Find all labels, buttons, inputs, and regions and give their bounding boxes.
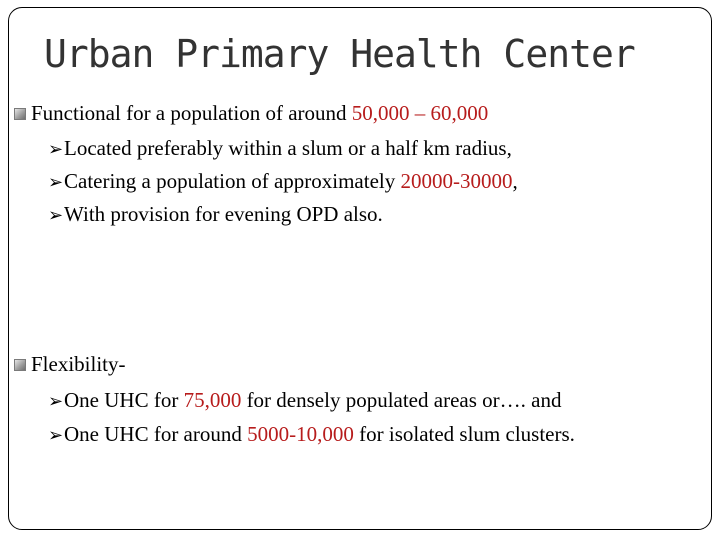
sub-bullet-highlight: 5000-10,000	[247, 422, 354, 446]
sub-bullet-isolated	[48, 422, 575, 447]
sub-bullet-after: ,	[512, 169, 518, 193]
arrow-bullet-icon: ➢	[48, 139, 64, 159]
sub-bullet-after: for isolated slum clusters.	[353, 422, 575, 446]
sub-bullet-highlight: 20000-30000	[400, 169, 513, 193]
bullet-flexibility	[14, 352, 126, 376]
sub-bullet-after: for densely populated areas or…. and	[241, 388, 562, 412]
sub-bullet-text: Located preferably within a slum or a half km radius,	[64, 136, 512, 160]
arrow-bullet-icon: ➢	[48, 425, 64, 445]
sub-bullet-text: With provision for evening OPD also.	[64, 202, 383, 226]
bullet-text: Flexibility-	[31, 352, 126, 376]
bullet-highlight: 50,000 – 60,000	[351, 101, 489, 125]
sub-bullet-text: One UHC for around	[64, 422, 248, 446]
sub-bullet-text: Catering a population of approximately	[64, 169, 401, 193]
square-bullet-icon	[14, 108, 26, 120]
arrow-bullet-icon: ➢	[48, 205, 64, 225]
sub-bullet-catering	[48, 169, 518, 194]
sub-bullet-text: One UHC for	[64, 388, 184, 412]
arrow-bullet-icon: ➢	[48, 172, 64, 192]
sub-bullet-highlight: 75,000	[183, 388, 242, 412]
sub-bullet-dense	[48, 388, 561, 413]
bullet-text: Functional for a population of around	[31, 101, 352, 125]
sub-bullet-evening-opd	[48, 202, 383, 227]
sub-bullet-located	[48, 136, 512, 161]
arrow-bullet-icon: ➢	[48, 391, 64, 411]
bullet-functional	[14, 101, 488, 125]
slide-title: Urban Primary Health Center	[44, 32, 635, 76]
slide-frame	[8, 7, 712, 530]
square-bullet-icon	[14, 359, 26, 371]
